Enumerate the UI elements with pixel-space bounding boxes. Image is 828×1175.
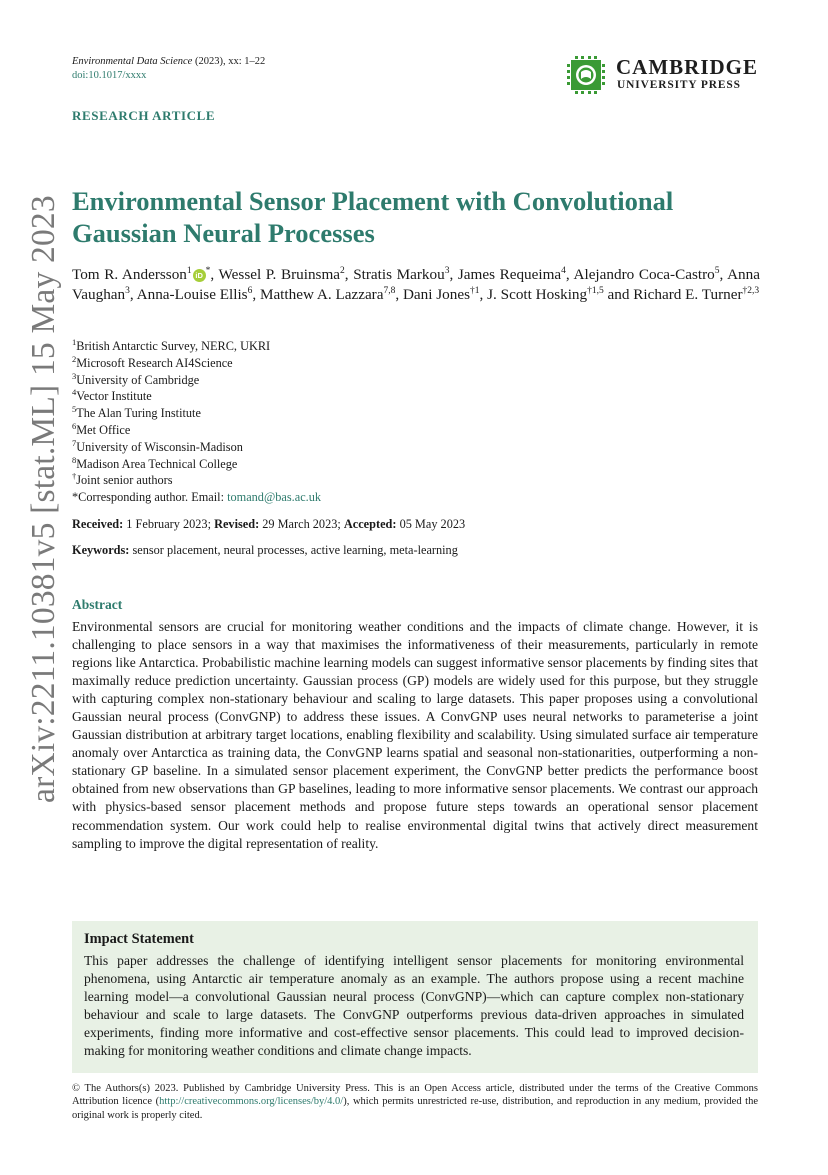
paper-title: Environmental Sensor Placement with Convolutional Gaussian Neural Processes (72, 186, 674, 248)
accepted-date: 05 May 2023 (399, 517, 466, 531)
affiliation-mark: 7 (72, 437, 77, 448)
author-affiliation-mark: †1,5 (587, 285, 604, 296)
author-affiliation-mark: 3 (125, 285, 130, 296)
affiliation-item (72, 439, 572, 456)
accepted-label: Accepted: (343, 517, 397, 531)
abstract-text: Environmental sensors are crucial for monitoring weather conditions and the impacts of climate change. However, it is challenging to place sensors in a way that maximises the informativeness of their measurements, particularly in remote regions like Antarctica. Probabilistic machine learning models can suggest informative sensor placements by finding sites that maximally reduce prediction uncertainty. Gaussian process (GP) models are widely used for this purpose, but they struggle with capturing complex non-stationary behaviour and scaling to large datasets. This paper proposes using a convolutional Gaussian neural process (ConvGNP) to address these issues. A ConvGNP uses neural networks to parameterise a joint Gaussian distribution at arbitrary target locations, enabling flexibility and scalability. Using simulated surface air temperature anomaly over Antarctica as training data, the ConvGNP learns spatial and seasonal non-stationarities, outperforming a non-stationary GP baseline. In a simulated sensor placement experiment, the ConvGNP better predicts the performance boost obtained from new observations than GP baselines, leading to more informative sensor placements. We contrast our approach with physics-based sensor placement methods and propose future steps towards an operational sensor placement recommendation system. Our work could help to realise environmental digital twins that actively direct measurement sampling to improve the digital representation of reality. (72, 619, 758, 851)
affiliation-text: University of Wisconsin-Madison (76, 439, 243, 454)
corresponding-mark: * (205, 265, 211, 276)
affiliation-item (72, 422, 572, 439)
cambridge-shield-logo-icon (566, 56, 606, 94)
affiliation-text: Joint senior authors (76, 473, 173, 488)
affiliation-text: Madison Area Technical College (76, 456, 238, 471)
arxiv-sidebar-stamp: arXiv:2211.10381v5 [stat.ML] 15 May 2023 (25, 195, 62, 803)
author-name: James Requeima (457, 266, 562, 283)
affiliation-text: University of Cambridge (76, 372, 200, 387)
license-link[interactable]: http://creativecommons.org/licenses/by/4.0/ (159, 1096, 344, 1108)
author-name: Anna Vaughan (72, 266, 760, 303)
received-label: Received: (72, 517, 124, 531)
abstract-heading: Abstract (72, 597, 123, 612)
doi-link[interactable]: doi:10.1017/xxxx (72, 70, 147, 81)
affiliation-item (72, 405, 572, 422)
author-name: Stratis Markou (353, 266, 445, 283)
author-name: Alejandro Coca-Castro (573, 266, 715, 283)
impact-statement-box (72, 921, 758, 1073)
affiliation-item (72, 388, 572, 405)
impact-text: This paper addresses the challenge of identifying intelligent sensor placements for monitoring environmental phenomena, using Antarctic air temperature anomaly as an example. The authors propose using a recent machine learning model—a convolutional Gaussian neural process (ConvGNP)—which can capture complex non-stationary behaviour and scale to large datasets. The ConvGNP outperforms previous data-driven approaches in simulated experiments, finding more informative and cost-effective sensor placements. This could lead to improved decision-making for monitoring weather conditions and climate change impacts. (84, 953, 744, 1059)
revised-label: Revised: (214, 517, 260, 531)
license-notice (72, 1082, 758, 1122)
affiliation-item (72, 372, 572, 389)
publication-dates: Received: 1 February 2023; Revised: 29 March 2023; Accepted: 05 May 2023 (72, 517, 466, 531)
affiliation-item (72, 355, 572, 372)
affiliation-mark: 2 (72, 353, 77, 364)
publisher-logo (566, 56, 758, 94)
received-date: 1 February 2023 (126, 517, 208, 531)
license-text-after: ), which permits unrestricted re-use, distribution, and reproduction in any medium, provided the original work is properly cited. (72, 1096, 759, 1121)
article-type: RESEARCH ARTICLE (72, 108, 216, 123)
author-affiliation-mark: 3 (444, 265, 450, 276)
email-link[interactable]: tomand@bas.ac.uk (227, 490, 322, 505)
affiliation-text: Vector Institute (76, 389, 152, 404)
affiliation-text: The Alan Turing Institute (76, 406, 201, 421)
affiliation-item (72, 472, 572, 489)
author-affiliation-mark: †1 (470, 285, 480, 296)
affiliation-text: Met Office (76, 422, 131, 437)
author-name: Wessel P. Bruinsma (218, 266, 341, 283)
keywords-label: Keywords: (72, 543, 130, 557)
journal-name: Environmental Data Science (72, 56, 193, 67)
affiliation-mark: † (72, 471, 77, 482)
publisher-subname: UNIVERSITY PRESS (617, 79, 741, 91)
author-affiliation-mark: 7,8 (383, 285, 396, 296)
author-affiliation-mark: †2,3 (742, 285, 760, 296)
author-name: Dani Jones (402, 286, 471, 303)
affiliation-mark: 5 (72, 404, 77, 415)
journal-header (72, 55, 265, 83)
author-affiliation-mark: 4 (561, 265, 566, 276)
affiliation-item (72, 456, 572, 473)
orcid-icon[interactable]: iD (193, 269, 206, 282)
keywords-text: sensor placement, neural processes, active learning, meta-learning (132, 543, 458, 557)
affiliation-item (72, 338, 572, 355)
corresponding-label: *Corresponding author. Email: (72, 490, 228, 505)
publisher-name: CAMBRIDGE (616, 55, 759, 79)
affiliation-text: Microsoft Research AI4Science (76, 355, 233, 370)
keywords (72, 543, 458, 558)
author-name: Anna-Louise Ellis (136, 286, 248, 303)
author-affiliation-mark: 5 (714, 265, 720, 276)
author-name: Matthew A. Lazzara (259, 286, 384, 303)
affiliation-mark: 8 (72, 454, 77, 465)
author-name: J. Scott Hosking (487, 286, 588, 303)
author-affiliation-mark: 1 (186, 265, 192, 276)
license-text-before: © The Authors(s) 2023. Published by Cambridge University Press. This is an Open Access article, distributed under the terms of the Creative Commons Attribution licence ( (72, 1083, 758, 1108)
author-list: Tom R. Andersson$^1$ iD *, Wessel P. Bruinsma$^2$, Stratis Markou$^3$, James Requeima$^4$, Alejandro Coca-Castro$^5$, Anna Vaughan$^3$, Anna-Louise Ellis$^6$, Matthew A. Lazzara$^{7,8}$, Dani Jones$^{\dagger 1}$, J. Scott Hosking$^{\dagger 1,5}$ and Richard E. Turner$^{\dagger 2,3}$ (72, 265, 760, 303)
affiliation-mark: 6 (72, 420, 77, 431)
author-affiliation-mark: 2 (340, 265, 345, 276)
affiliation-text: British Antarctic Survey, NERC, UKRI (76, 339, 271, 353)
affiliation-mark: 1 (72, 336, 77, 347)
impact-heading: Impact Statement (84, 931, 194, 947)
revised-date: 29 March 2023 (262, 517, 338, 531)
author-affiliation-mark: 6 (247, 285, 253, 296)
author-name: Richard E. Turner (633, 286, 743, 303)
author-name: Tom R. Andersson (72, 266, 187, 283)
affiliations (72, 338, 572, 506)
affiliation-mark: 3 (72, 370, 77, 381)
corresponding-author (72, 489, 572, 506)
journal-volume: (2023), xx: 1–22 (192, 56, 266, 67)
affiliation-mark: 4 (72, 387, 77, 398)
